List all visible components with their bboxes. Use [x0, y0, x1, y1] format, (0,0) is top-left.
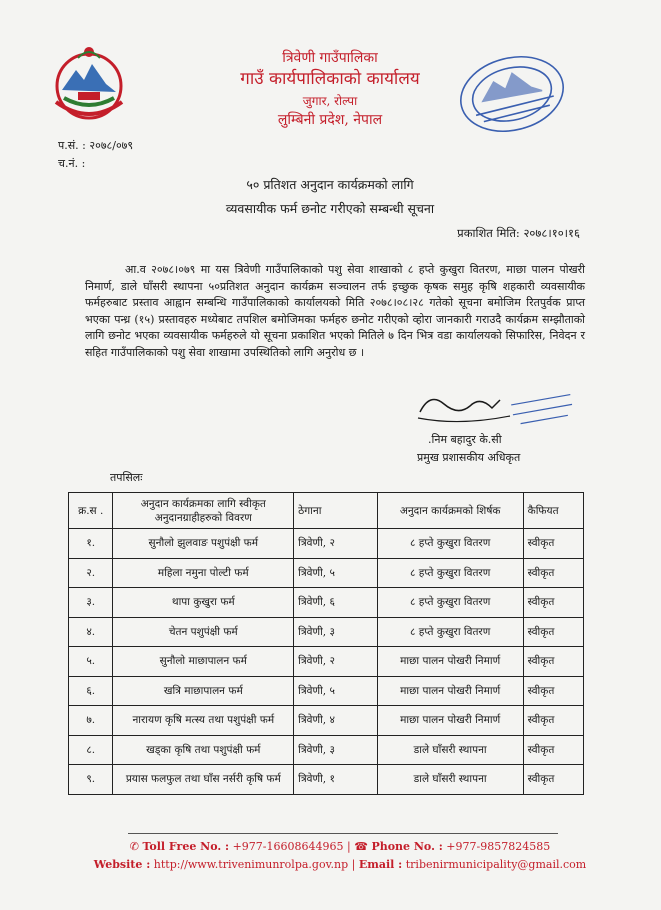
cell-grantee: प्रयास फलफुल तथा घाँस नर्सरी कृषि फर्म — [113, 765, 294, 795]
signature-icon — [400, 382, 580, 432]
cell-sn: ५. — [69, 647, 113, 677]
col-header-address: ठेगाना — [294, 493, 378, 529]
cell-program: ८ हप्ते कुखुरा वितरण — [377, 558, 523, 588]
office-name: गाउँ कार्यपालिकाको कार्यालय — [240, 69, 420, 89]
toll-free-label: Toll Free No. : — [142, 840, 230, 853]
phone-icon: ☎ — [354, 840, 368, 853]
cell-sn: १. — [69, 529, 113, 559]
cell-program: ८ हप्ते कुखुरा वितरण — [377, 529, 523, 559]
cell-remarks: स्वीकृत — [523, 588, 583, 618]
table-row — [69, 617, 584, 647]
nepal-emblem-icon — [48, 42, 130, 124]
cell-address: त्रिवेणी, ६ — [294, 588, 378, 618]
notice-body: आ.व २०७८।०७९ मा यस त्रिवेणी गाउँपालिकाको पशु सेवा शाखाको ८ हप्ते कुखुरा वितरण, माछा पालन पोखरी निमार्ण, डाले घाँसरी स्थापना ५०प्रतिशत अनुदान कार्यक्रम सञ्चालन तर्फ इच्छुक कृषक समुह कृषि शहकारी व्यवसायीक फर्महरुबाट प्रस्ताव आह्वान सम्बन्धि गाउँपालिकाको कार्यालयको मिति २०७८।०८।२८ गतेको सूचना बमोजिम रितपुर्वक प्राप्त भएका पन्ध्र (१५) प्रस्तावहरु मध्येबाट तपशिल बमोजिमका फर्महरु छनोट गरीएको व्होरा जानकारी गराउदै कार्यक्रम सम्झौताको लागि छनोट भएका व्यवसायीक फर्महरुले यो सूचना प्रकाशित भएको मितिले ७ दिन भित्र वडा कार्यालयको सिफारिस, निवेदन र सहित गाउँपालिकाको पशु सेवा शाखामा उपस्थितिको लागि अनुरोध छ । — [85, 263, 585, 359]
table-header-row — [69, 493, 584, 529]
cell-address: त्रिवेणी, ३ — [294, 735, 378, 765]
dispatch-number: च.नं. : — [58, 157, 86, 170]
cell-address: त्रिवेणी, ३ — [294, 617, 378, 647]
cell-remarks: स्वीकृत — [523, 529, 583, 559]
cell-address: त्रिवेणी, २ — [294, 529, 378, 559]
footer-web-line — [60, 858, 620, 871]
cell-sn: ९. — [69, 765, 113, 795]
cell-grantee: थापा कुखुरा फर्म — [113, 588, 294, 618]
published-date: प्रकाशित मिति: २०७८।१०।१६ — [457, 226, 580, 240]
cell-program: माछा पालन पोखरी निमार्ण — [377, 647, 523, 677]
signer-title: प्रमुख प्रशासकीय अधिकृत — [417, 451, 521, 464]
cell-address: त्रिवेणी, ५ — [294, 558, 378, 588]
office-stamp-icon — [452, 48, 572, 140]
table-row — [69, 588, 584, 618]
email-link[interactable]: tribenirmunicipality@gmail.com — [405, 858, 587, 871]
table-row — [69, 647, 584, 677]
table-row — [69, 558, 584, 588]
footer-divider — [128, 833, 558, 834]
table-row — [69, 735, 584, 765]
office-address: जुगार, रोल्पा — [302, 94, 358, 108]
subject-line-2: व्यवसायीक फर्म छनोट गरीएको सम्बन्धी सूचना — [225, 201, 435, 216]
col-header-grantee: अनुदान कार्यक्रमका लागि स्वीकृत अनुदानग्राहीहरुको विवरण — [113, 493, 294, 529]
col-header-program: अनुदान कार्यक्रमको शिर्षक — [377, 493, 523, 529]
cell-sn: ६. — [69, 676, 113, 706]
cell-program: डाले घाँसरी स्थापना — [377, 735, 523, 765]
cell-grantee: खत्रि माछापालन फर्म — [113, 676, 294, 706]
cell-sn: ४. — [69, 617, 113, 647]
cell-grantee: नारायण कृषि मत्स्य तथा पशुपंक्षी फर्म — [113, 706, 294, 736]
cell-grantee: चेतन पशुपंक्षी फर्म — [113, 617, 294, 647]
cell-remarks: स्वीकृत — [523, 617, 583, 647]
cell-grantee: महिला नमुना पोल्टी फर्म — [113, 558, 294, 588]
cell-grantee: सुनौलो झुलवाङ पशुपंक्षी फर्म — [113, 529, 294, 559]
municipality-name: त्रिवेणी गाउँपालिका — [282, 50, 378, 66]
table-row — [69, 676, 584, 706]
cell-grantee: खड्का कृषि तथा पशुपंक्षी फर्म — [113, 735, 294, 765]
email-label: Email : — [358, 858, 403, 871]
table-row — [69, 706, 584, 736]
cell-address: त्रिवेणी, ४ — [294, 706, 378, 736]
cell-sn: ३. — [69, 588, 113, 618]
phone-label: Phone No. : — [371, 840, 443, 853]
cell-sn: ७. — [69, 706, 113, 736]
website-label: Website : — [93, 858, 151, 871]
details-label: तपसिलः — [110, 471, 143, 484]
website-link[interactable]: http://www.trivenimunrolpa.gov.np — [153, 858, 349, 871]
cell-program: ८ हप्ते कुखुरा वितरण — [377, 617, 523, 647]
cell-address: त्रिवेणी, ५ — [294, 676, 378, 706]
separator: | — [347, 840, 351, 853]
cell-remarks: स्वीकृत — [523, 676, 583, 706]
toll-free-value: +977-16608644965 — [232, 840, 344, 853]
cell-program: ८ हप्ते कुखुरा वितरण — [377, 588, 523, 618]
separator: | — [351, 858, 356, 871]
cell-sn: ८. — [69, 735, 113, 765]
cell-program: माछा पालन पोखरी निमार्ण — [377, 676, 523, 706]
cell-remarks: स्वीकृत — [523, 765, 583, 795]
cell-grantee: सुनौलो माछापालन फर्म — [113, 647, 294, 677]
cell-remarks: स्वीकृत — [523, 558, 583, 588]
footer-contact-line — [60, 840, 620, 853]
cell-address: त्रिवेणी, १ — [294, 765, 378, 795]
table-row — [69, 765, 584, 795]
table-row — [69, 529, 584, 559]
cell-address: त्रिवेणी, २ — [294, 647, 378, 677]
cell-remarks: स्वीकृत — [523, 735, 583, 765]
subject-line-1: ५० प्रतिशत अनुदान कार्यक्रमको लागि — [246, 177, 414, 192]
col-header-sn: क्र.स . — [69, 493, 113, 529]
cell-program: डाले घाँसरी स्थापना — [377, 765, 523, 795]
approved-firms-table — [68, 492, 584, 795]
col-header-remarks: कैफियत — [523, 493, 583, 529]
cell-remarks: स्वीकृत — [523, 706, 583, 736]
phone-value: +977-9857824585 — [446, 840, 551, 853]
toll-free-icon: ✆ — [129, 840, 139, 853]
reference-number: प.सं. : २०७८/०७९ — [58, 139, 134, 152]
cell-remarks: स्वीकृत — [523, 647, 583, 677]
cell-sn: २. — [69, 558, 113, 588]
signer-name: .निम बहादुर के.सी — [428, 433, 502, 446]
province-name: लुम्बिनी प्रदेश, नेपाल — [277, 112, 383, 128]
cell-program: माछा पालन पोखरी निमार्ण — [377, 706, 523, 736]
